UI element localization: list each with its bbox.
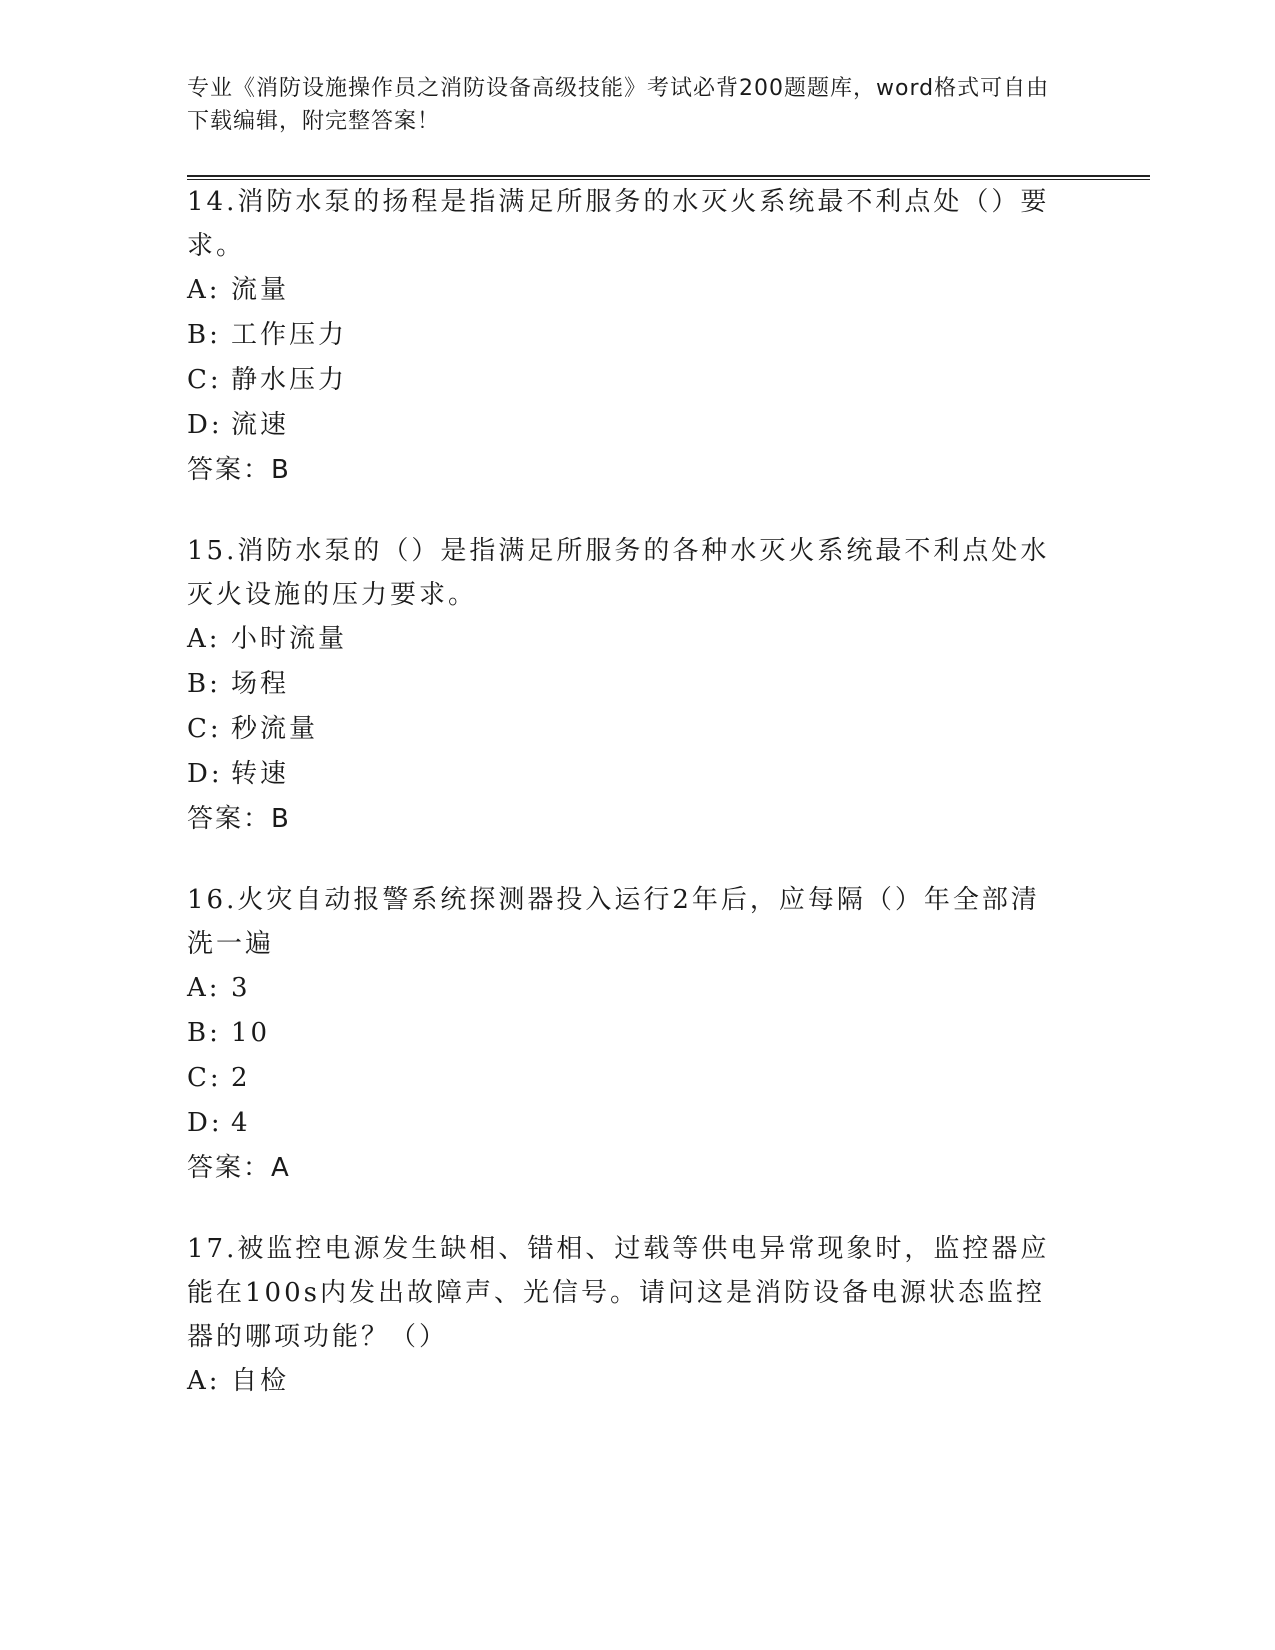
answer-value: B — [271, 455, 291, 485]
option-letter: B: — [187, 1018, 221, 1048]
question-16 — [187, 878, 1067, 1191]
option-c — [187, 707, 1067, 752]
option-letter: C: — [187, 714, 222, 744]
option-b — [187, 662, 1067, 707]
question-stem: 17.被监控电源发生缺相、错相、过载等供电异常现象时，监控器应能在100s内发出故障声、光信号。请问这是消防设备电源状态监控器的哪项功能？（） — [187, 1234, 1050, 1352]
option-letter: D: — [187, 410, 223, 440]
option-letter: A: — [187, 973, 221, 1003]
option-letter: B: — [187, 669, 221, 699]
option-text: 3 — [231, 973, 251, 1003]
option-letter: C: — [187, 365, 222, 395]
option-letter: A: — [187, 275, 221, 305]
option-text: 流量 — [231, 275, 290, 305]
option-text: 流速 — [231, 410, 290, 440]
option-letter: A: — [187, 624, 221, 654]
option-c — [187, 1056, 1067, 1101]
option-text: 小时流量 — [231, 624, 348, 654]
answer-value: B — [271, 804, 291, 834]
question-17 — [187, 1227, 1067, 1404]
answer-line — [187, 1146, 1067, 1191]
answer-line — [187, 448, 1067, 493]
option-letter: C: — [187, 1063, 222, 1093]
option-a — [187, 268, 1067, 313]
option-d — [187, 1101, 1067, 1146]
question-stem: 15.消防水泵的（）是指满足所服务的各种水灭火系统最不利点处水灭火设施的压力要求。 — [187, 536, 1050, 610]
option-a — [187, 1359, 1067, 1404]
option-a — [187, 617, 1067, 662]
header-text: 专业《消防设施操作员之消防设备高级技能》考试必背200题题库，word格式可自由下载编辑，附完整答案！ — [187, 76, 1050, 134]
option-text: 工作压力 — [231, 320, 348, 350]
option-b — [187, 1011, 1067, 1056]
question-stem: 14.消防水泵的扬程是指满足所服务的水灭火系统最不利点处（）要求。 — [187, 187, 1050, 261]
option-d — [187, 752, 1067, 797]
option-d — [187, 403, 1067, 448]
option-text: 转速 — [231, 759, 290, 789]
option-text: 自检 — [231, 1366, 290, 1396]
question-14 — [187, 180, 1067, 493]
answer-label: 答案： — [187, 455, 272, 485]
document-header — [187, 72, 1067, 138]
option-letter: D: — [187, 759, 223, 789]
option-text: 2 — [231, 1063, 251, 1093]
option-letter: A: — [187, 1366, 221, 1396]
answer-line — [187, 797, 1067, 842]
option-a — [187, 966, 1067, 1011]
question-15 — [187, 529, 1067, 842]
option-text: 秒流量 — [231, 714, 319, 744]
answer-label: 答案： — [187, 1153, 272, 1183]
answer-label: 答案： — [187, 804, 272, 834]
option-text: 场程 — [231, 669, 290, 699]
option-c — [187, 358, 1067, 403]
option-text: 4 — [231, 1108, 251, 1138]
option-letter: D: — [187, 1108, 223, 1138]
option-text: 静水压力 — [231, 365, 348, 395]
answer-value: A — [271, 1153, 291, 1183]
option-text: 10 — [231, 1018, 271, 1048]
question-stem: 16.火灾自动报警系统探测器投入运行2年后，应每隔（）年全部清洗一遍 — [187, 885, 1040, 959]
option-b — [187, 313, 1067, 358]
option-letter: B: — [187, 320, 221, 350]
